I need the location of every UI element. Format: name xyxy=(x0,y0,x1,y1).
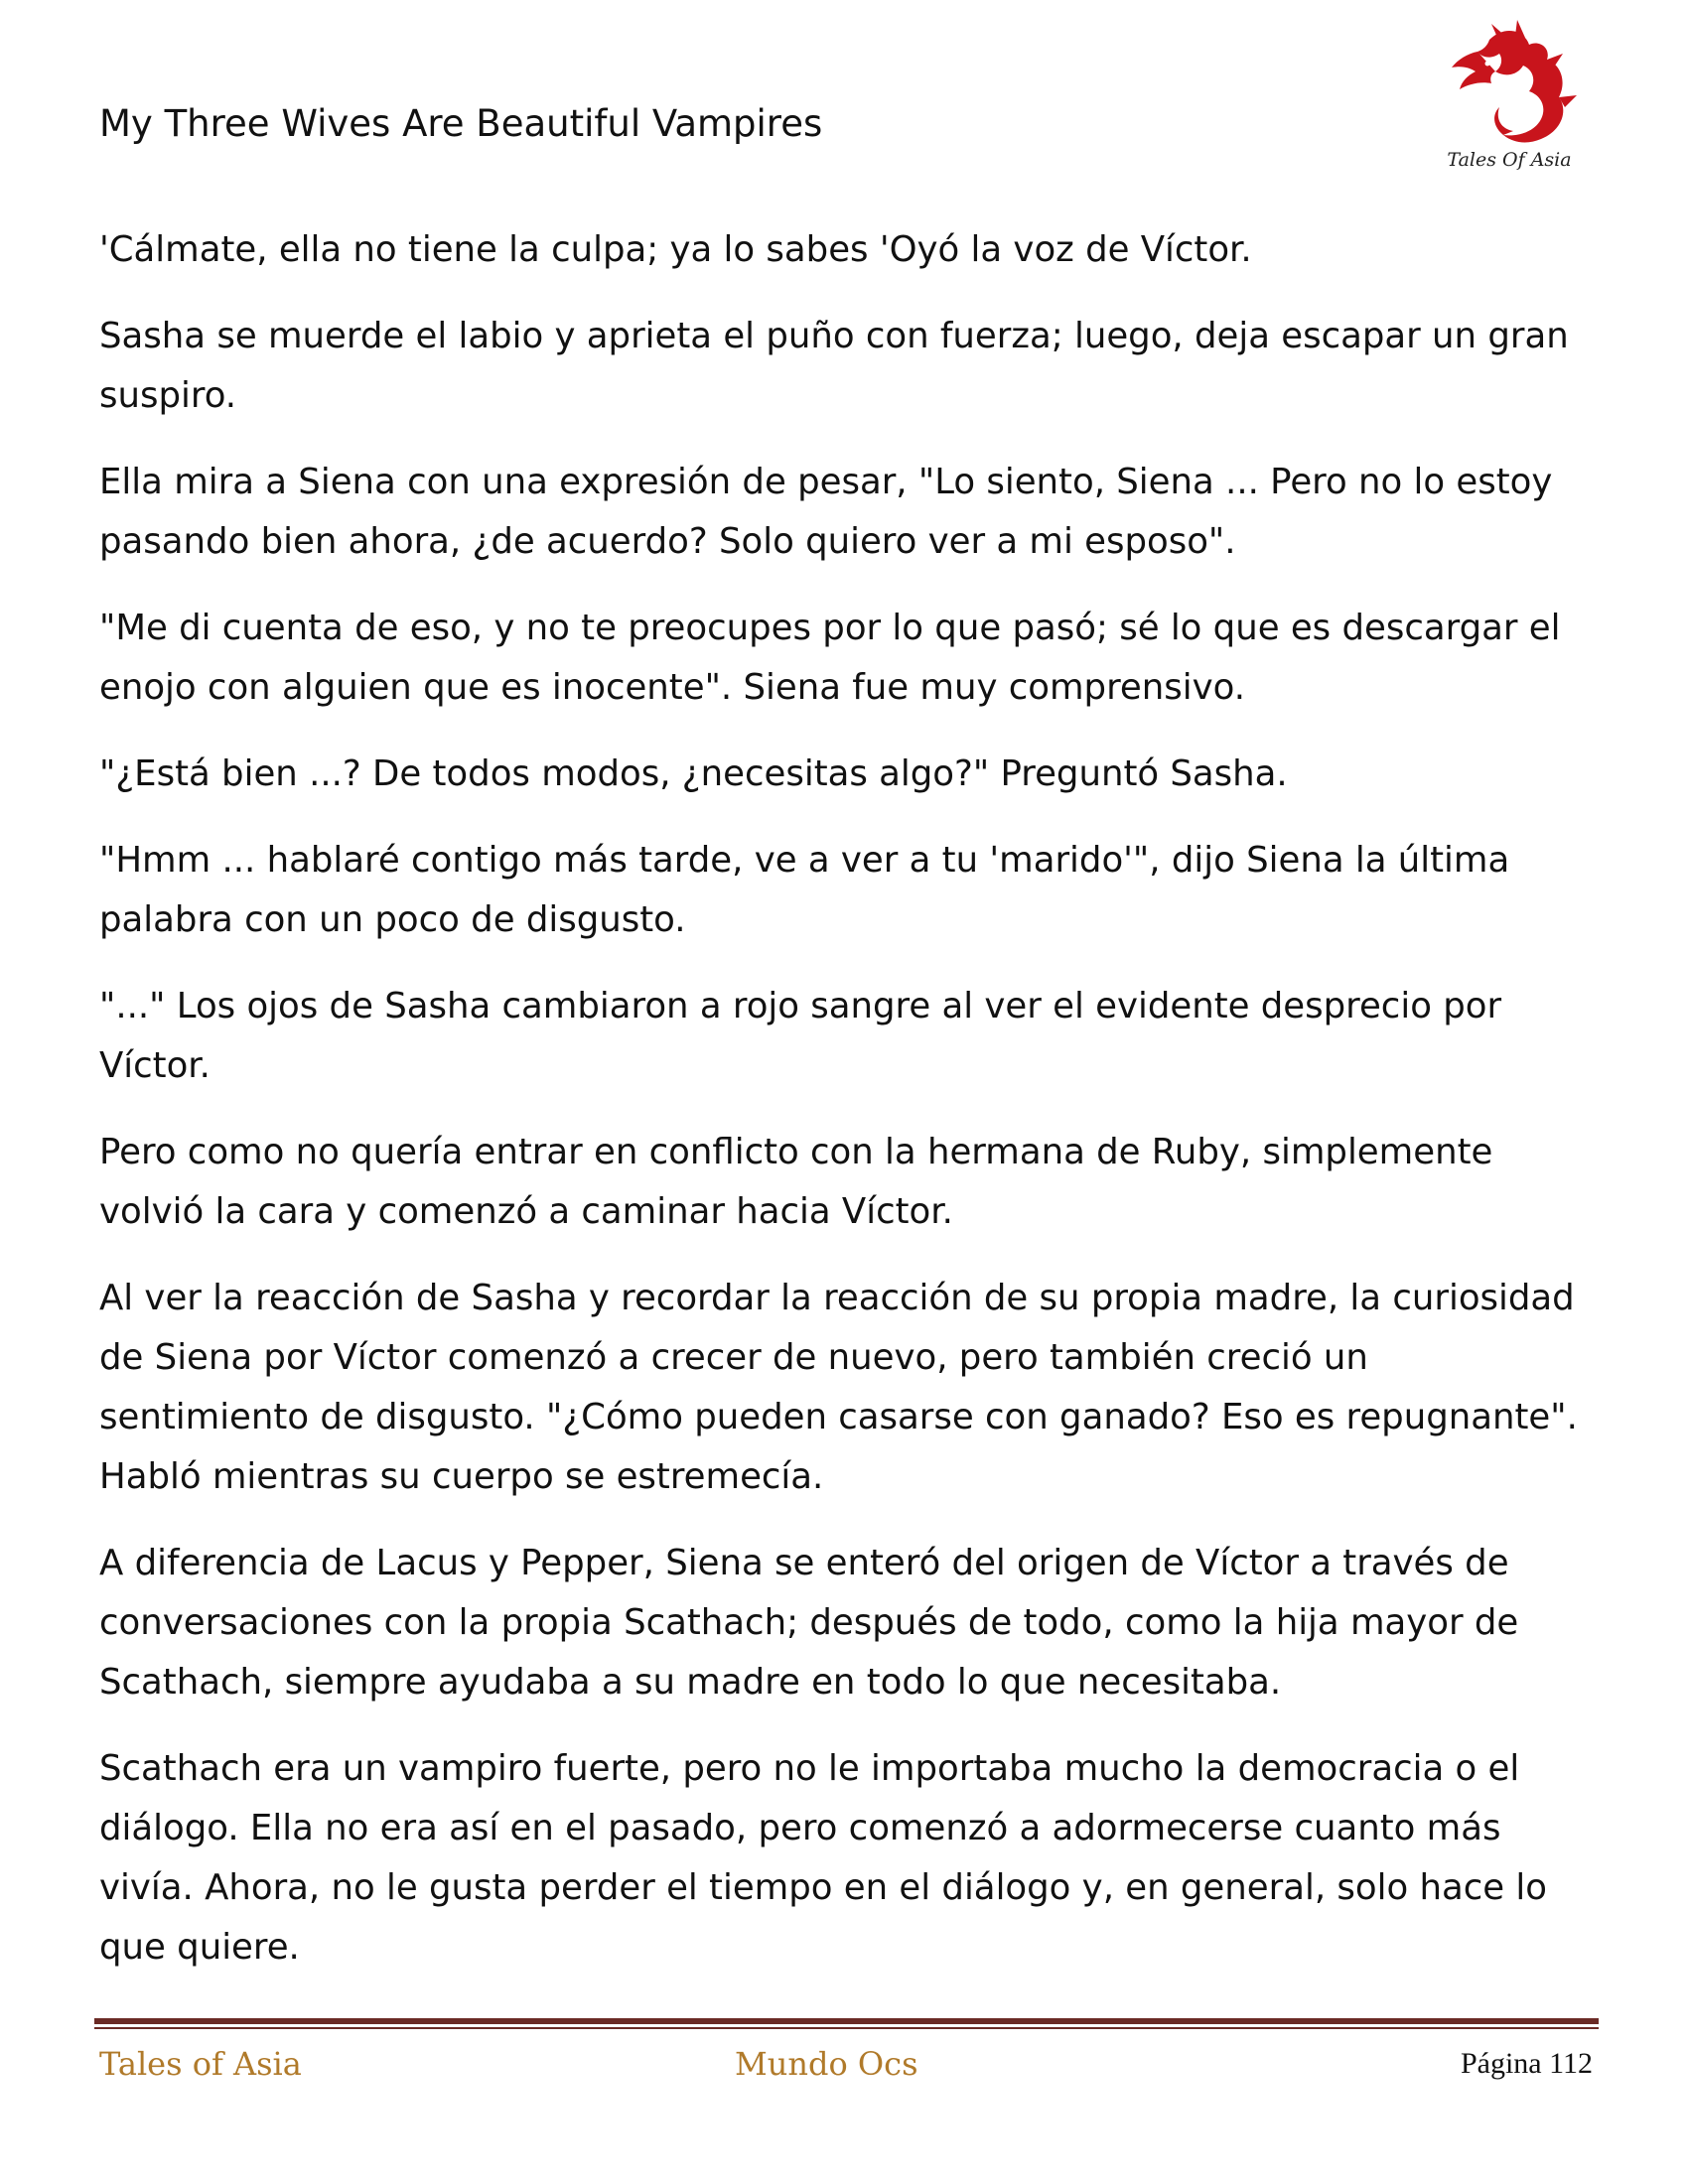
red-dragon-icon xyxy=(1430,20,1589,159)
paragraph: "¿Está bien ...? De todos modos, ¿necesitas algo?" Preguntó Sasha. xyxy=(99,753,1288,794)
footer-publisher: Tales of Asia xyxy=(99,2045,302,2083)
paragraph: "Me di cuenta de eso, y no te preocupes por lo que pasó; sé lo que es descargar el enojo con alguien que es inocente". Siena fue muy comprensivo. xyxy=(99,608,1561,708)
paragraph: A diferencia de Lacus y Pepper, Siena se enteró del origen de Víctor a través de conversaciones con la propia Scathach; después de todo, como la hija mayor de Scathach, siempre ayudaba a su madre en todo lo que necesitaba. xyxy=(99,1543,1519,1703)
document-title: My Three Wives Are Beautiful Vampires xyxy=(99,102,823,145)
publisher-logo xyxy=(1430,20,1589,184)
footer-divider xyxy=(94,2018,1599,2029)
page-body xyxy=(99,220,1589,2004)
paragraph: Pero como no quería entrar en conflicto con la hermana de Ruby, simplemente volvió la cara y comenzó a caminar hacia Víctor. xyxy=(99,1132,1493,1232)
paragraph: Scathach era un vampiro fuerte, pero no le importaba mucho la democracia o el diálogo. Ella no era así en el pasado, pero comenzó a adormecerse cuanto más vivía. Ahora, no le gusta perder el tiempo en el diálogo y, en general, solo hace lo que quiere. xyxy=(99,1748,1547,1968)
paragraph: Sasha se muerde el labio y aprieta el puño con fuerza; luego, deja escapar un gran suspiro. xyxy=(99,316,1569,416)
paragraph: "Hmm ... hablaré contigo más tarde, ve a ver a tu 'marido'", dijo Siena la última palabra con un poco de disgusto. xyxy=(99,840,1510,940)
footer-translator: Mundo Ocs xyxy=(735,2045,918,2083)
logo-text: Tales Of Asia xyxy=(1447,149,1572,171)
paragraph: 'Cálmate, ella no tiene la culpa; ya lo sabes 'Oyó la voz de Víctor. xyxy=(99,229,1252,270)
page-number: Página 112 xyxy=(1460,2047,1593,2080)
paragraph: "..." Los ojos de Sasha cambiaron a rojo sangre al ver el evidente desprecio por Víctor. xyxy=(99,986,1502,1086)
paragraph: Al ver la reacción de Sasha y recordar la reacción de su propia madre, la curiosidad de Siena por Víctor comenzó a crecer de nuevo, pero también creció un sentimiento de disgusto. "¿Cómo pueden casarse con ganado? Eso es repugnante". Habló mientras su cuerpo se estremecía. xyxy=(99,1278,1578,1497)
paragraph: Ella mira a Siena con una expresión de pesar, "Lo siento, Siena ... Pero no lo estoy pasando bien ahora, ¿de acuerdo? Solo quiero ver a mi esposo". xyxy=(99,462,1553,562)
